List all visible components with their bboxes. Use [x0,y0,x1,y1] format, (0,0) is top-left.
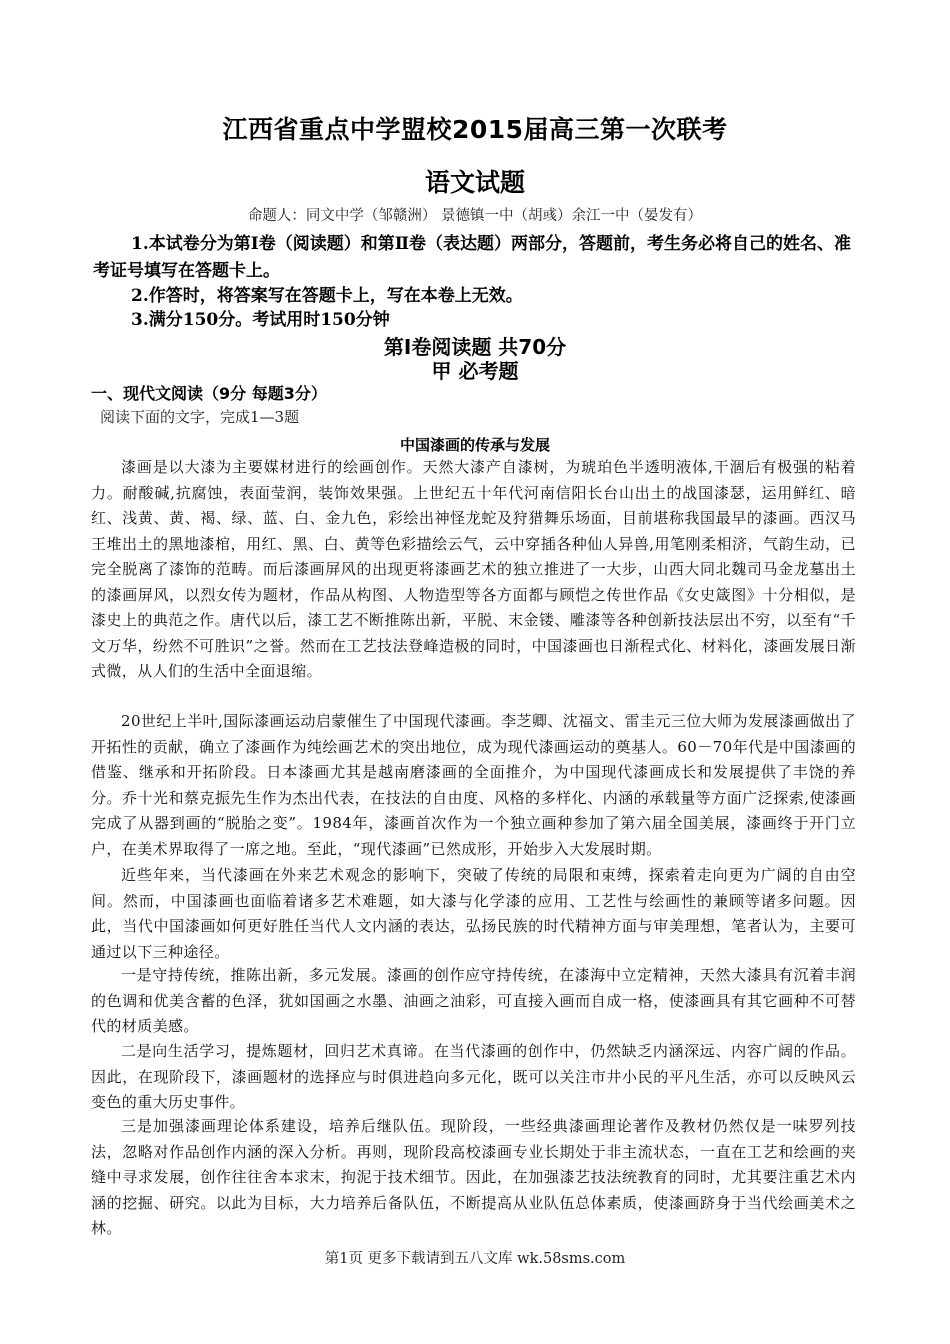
article-paragraph: 三是加强漆画理论体系建设，培养后继队伍。现阶段，一些经典漆画理论著作及教材仍然仅是一味罗列技法，忽略对作品创作内涵的深入分析。再则，现阶段高校漆画专业长期处于非主流状态，一直在工艺和绘画的夹缝中寻求发展，创作往往舍本求末，拘泥于技术细节。因此，在加强漆艺技法统教育的同时，尤其要注重艺术内涵的挖掘、研究。以此为目标，大力培养后备队伍，不断提高从业队伍总体素质，使漆画跻身于当代绘画美术之林。 [91,1117,856,1237]
question-heading: 一、现代文阅读（9分 每题3分） [91,384,327,403]
article-title: 中国漆画的传承与发展 [399,436,550,454]
article-paragraph: 漆画是以大漆为主要媒材进行的绘画创作。天然大漆产自漆树，为琥珀色半透明液体,干涸后有极强的粘着力。耐酸碱,抗腐蚀，表面莹润，装饰效果强。上世纪五十年代河南信阳长台山出土的战国漆瑟，运用鲜红、暗红、浅黄、黄、褐、绿、蓝、白、金九色，彩绘出神怪龙蛇及狩猎舞乐场面，目前堪称我国最早的漆画。西汉马王堆出土的黑地漆棺，用红、黑、白、黄等色彩描绘云气，云中穿插各种仙人异兽,用笔刚柔相济，气韵生动，已完全脱离了漆饰的范畴。而后漆画屏风的出现更将漆画艺术的独立推进了一大步，山西大同北魏司马金龙墓出土的漆画屏风，以烈女传为题材，作品从构图、人物造型等各方面都与顾恺之传世作品《女史箴图》十分相似，是漆史上的典范之作。唐代以后，漆工艺不断推陈出新，平脱、末金镂、雕漆等各种创新技法层出不穷，以至有“千文万华，纷然不可胜识”之誉。然而在工艺技法登峰造极的同时，中国漆画也日渐程式化、材料化，漆画发展日渐式微，从人们的生活中全面退缩。 [91,458,856,680]
article-paragraph: 二是向生活学习，提炼题材，回归艺术真谛。在当代漆画的创作中，仍然缺乏内涵深远、内容广阔的作品。因此，在现阶段下，漆画题材的选择应与时俱进趋向多元化，既可以关注市井小民的平凡生活，亦可以反映风云变色的重大历史事件。 [91,1042,856,1111]
notice-item-3: 3.满分150分。考试用时150分钟 [131,310,390,330]
section-title: 甲 必考题 [431,359,519,383]
notice-item-1: 1.本试卷分为第Ⅰ卷（阅读题）和第Ⅱ卷（表达题）两部分，答题前，考生务必将自己的姓名、准考证号填写在答题卡上。 [93,234,852,281]
article-paragraph: 近些年来，当代漆画在外来艺术观念的影响下，突破了传统的局限和束缚，探索着走向更为广阔的自由空间。然而，中国漆画也面临着诸多艺术难题，如大漆与化学漆的应用、工艺性与绘画性的兼顾等诸多问题。因此，当代中国漆画如何更好胜任当代人文内涵的表达，弘扬民族的时代精神方面与审美理想，笔者认为，主要可通过以下三种途径。 [91,866,856,961]
article-paragraph: 一是守持传统，推陈出新，多元发展。漆画的创作应守持传统，在漆海中立定精神，天然大漆具有沉着丰润的色调和优美含蓄的色泽，犹如国画之水墨、油画之油彩，可直接入画而自成一格，使漆画具有其它画种不可替代的材质美感。 [91,966,856,1035]
authors-line: 命题人：同文中学（邹赣洲） 景德镇一中（胡彧）余江一中（晏发有） [247,208,703,224]
exam-subtitle: 语文试题 [424,168,525,197]
page-footer: 第1页 更多下载请到五八文库 wk.58sms.com [324,1251,626,1267]
notice-item-2: 2.作答时，将答案写在答题卡上，写在本卷上无效。 [131,286,523,306]
article-paragraph: 20世纪上半叶,国际漆画运动启蒙催生了中国现代漆画。李芝卿、沈福文、雷圭元三位大师为发展漆画做出了开拓性的贡献，确立了漆画作为纯绘画艺术的突出地位，成为现代漆画运动的奠基人。60－70年代是中国漆画的借鉴、继承和开拓阶段。日本漆画尤其是越南磨漆画的全面推介，为中国现代漆画成长和发展提供了丰饶的养分。乔十光和蔡克振先生作为杰出代表，在技法的自由度、风格的多样化、内涵的承载量等方面广泛探索,使漆画完成了从器到画的“脱胎之变”。1984年，漆画首次作为一个独立画种参加了第六届全国美展，漆画终于开门立户，在美术界取得了一席之地。至此，“现代漆画”已然成形，开始步入大发展时期。 [91,712,856,858]
question-instruction: 阅读下面的文字，完成1—3题 [100,408,300,426]
exam-title: 江西省重点中学盟校2015届高三第一次联考 [222,115,728,144]
part-title: 第Ⅰ卷阅读题 共70分 [383,335,567,359]
